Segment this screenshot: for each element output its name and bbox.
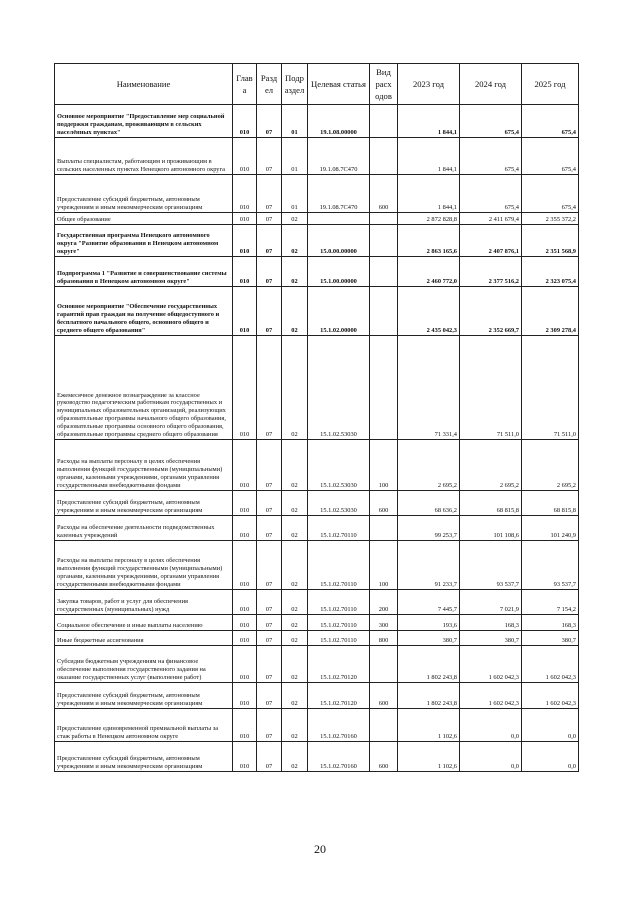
cell-y2023: 380,7 — [398, 631, 460, 646]
cell-y2025: 2 351 568,9 — [522, 225, 579, 257]
cell-y2023: 1 844,1 — [398, 105, 460, 138]
cell-podrazdel: 02 — [282, 541, 308, 590]
cell-vid — [370, 516, 398, 541]
cell-podrazdel: 02 — [282, 683, 308, 709]
cell-podrazdel: 02 — [282, 225, 308, 257]
cell-razdel: 07 — [257, 683, 282, 709]
cell-target: 15.1.02.70110 — [308, 615, 370, 631]
cell-podrazdel: 02 — [282, 257, 308, 287]
cell-target: 15.1.02.70120 — [308, 683, 370, 709]
cell-glava: 010 — [233, 491, 257, 516]
cell-glava: 010 — [233, 213, 257, 225]
cell-name: Предоставление субсидий бюджетным, автономным учреждениям и иным некоммерческим организациям — [55, 742, 233, 772]
cell-glava: 010 — [233, 742, 257, 772]
cell-name: Общее образование — [55, 213, 233, 225]
cell-target: 15.1.02.53030 — [308, 440, 370, 491]
cell-y2024: 0,0 — [460, 709, 522, 742]
cell-y2025: 93 537,7 — [522, 541, 579, 590]
cell-razdel: 07 — [257, 213, 282, 225]
cell-podrazdel: 02 — [282, 287, 308, 336]
cell-y2024: 380,7 — [460, 631, 522, 646]
cell-name: Подпрограмма 1 "Развитие и совершенствование системы образования в Ненецком автономном округе" — [55, 257, 233, 287]
cell-vid — [370, 105, 398, 138]
cell-y2025: 675,4 — [522, 105, 579, 138]
cell-y2025: 1 602 042,3 — [522, 646, 579, 683]
cell-vid: 600 — [370, 742, 398, 772]
cell-y2024: 7 021,9 — [460, 590, 522, 615]
table-row — [55, 615, 579, 631]
header-name: Наименование — [55, 64, 233, 105]
table-row — [55, 631, 579, 646]
cell-razdel: 07 — [257, 541, 282, 590]
cell-vid — [370, 213, 398, 225]
cell-y2024: 2 377 516,2 — [460, 257, 522, 287]
cell-glava: 010 — [233, 138, 257, 175]
cell-podrazdel: 02 — [282, 516, 308, 541]
cell-y2024: 675,4 — [460, 138, 522, 175]
cell-glava: 010 — [233, 709, 257, 742]
cell-y2024: 168,3 — [460, 615, 522, 631]
cell-podrazdel: 02 — [282, 440, 308, 491]
cell-target: 15.1.02.70110 — [308, 516, 370, 541]
cell-y2024: 2 411 679,4 — [460, 213, 522, 225]
cell-y2023: 2 435 042,3 — [398, 287, 460, 336]
cell-target: 19.1.08.7С470 — [308, 138, 370, 175]
table-row — [55, 213, 579, 225]
cell-podrazdel: 02 — [282, 646, 308, 683]
cell-y2024: 1 602 042,3 — [460, 646, 522, 683]
cell-target: 15.1.02.53030 — [308, 336, 370, 440]
cell-vid: 800 — [370, 631, 398, 646]
cell-y2025: 675,4 — [522, 175, 579, 213]
cell-podrazdel: 02 — [282, 615, 308, 631]
cell-razdel: 07 — [257, 742, 282, 772]
cell-y2023: 7 445,7 — [398, 590, 460, 615]
table-row — [55, 742, 579, 772]
cell-glava: 010 — [233, 590, 257, 615]
cell-y2025: 0,0 — [522, 742, 579, 772]
cell-glava: 010 — [233, 646, 257, 683]
cell-podrazdel: 02 — [282, 590, 308, 615]
cell-razdel: 07 — [257, 631, 282, 646]
cell-name: Предоставление субсидий бюджетным, автономным учреждениям и иным некоммерческим организациям — [55, 683, 233, 709]
cell-y2023: 1 802 243,8 — [398, 683, 460, 709]
cell-name: Выплаты специалистам, работающим и проживающим в сельских населенных пунктах Ненецкого автономного округа — [55, 138, 233, 175]
table-row — [55, 225, 579, 257]
cell-y2023: 2 460 772,0 — [398, 257, 460, 287]
cell-vid: 100 — [370, 541, 398, 590]
cell-vid — [370, 257, 398, 287]
cell-y2025: 71 511,0 — [522, 336, 579, 440]
cell-y2025: 2 323 075,4 — [522, 257, 579, 287]
cell-y2023: 71 331,4 — [398, 336, 460, 440]
cell-vid: 600 — [370, 491, 398, 516]
cell-vid — [370, 287, 398, 336]
table-row — [55, 257, 579, 287]
cell-y2025: 101 240,9 — [522, 516, 579, 541]
cell-razdel: 07 — [257, 257, 282, 287]
cell-target: 15.1.02.53030 — [308, 491, 370, 516]
cell-razdel: 07 — [257, 175, 282, 213]
cell-razdel: 07 — [257, 105, 282, 138]
cell-vid: 600 — [370, 175, 398, 213]
cell-vid — [370, 336, 398, 440]
cell-glava: 010 — [233, 516, 257, 541]
cell-target: 15.1.02.70110 — [308, 631, 370, 646]
cell-y2023: 2 695,2 — [398, 440, 460, 491]
cell-y2023: 1 102,6 — [398, 709, 460, 742]
header-razdel: Разд ел — [257, 64, 282, 105]
cell-glava: 010 — [233, 105, 257, 138]
cell-y2024: 675,4 — [460, 175, 522, 213]
table-row — [55, 105, 579, 138]
cell-target: 15.1.02.70110 — [308, 590, 370, 615]
table-row — [55, 336, 579, 440]
cell-vid — [370, 138, 398, 175]
cell-podrazdel: 01 — [282, 138, 308, 175]
table-row — [55, 590, 579, 615]
cell-y2024: 675,4 — [460, 105, 522, 138]
cell-razdel: 07 — [257, 646, 282, 683]
cell-name: Субсидии бюджетным учреждениям на финансовое обеспечение выполнения государственного задания на оказание государственных услуг (выполнение работ) — [55, 646, 233, 683]
cell-vid: 600 — [370, 683, 398, 709]
cell-razdel: 07 — [257, 287, 282, 336]
cell-razdel: 07 — [257, 138, 282, 175]
cell-y2024: 93 537,7 — [460, 541, 522, 590]
table-row — [55, 516, 579, 541]
cell-glava: 010 — [233, 336, 257, 440]
cell-razdel: 07 — [257, 516, 282, 541]
cell-razdel: 07 — [257, 336, 282, 440]
cell-y2025: 68 815,8 — [522, 491, 579, 516]
table-row — [55, 138, 579, 175]
budget-table — [54, 63, 579, 772]
cell-razdel: 07 — [257, 225, 282, 257]
cell-y2023: 1 102,6 — [398, 742, 460, 772]
cell-target: 15.1.02.70120 — [308, 646, 370, 683]
cell-y2023: 1 802 243,8 — [398, 646, 460, 683]
cell-y2025: 2 309 278,4 — [522, 287, 579, 336]
cell-y2023: 91 233,7 — [398, 541, 460, 590]
cell-glava: 010 — [233, 631, 257, 646]
cell-glava: 010 — [233, 683, 257, 709]
cell-podrazdel: 01 — [282, 105, 308, 138]
cell-name: Расходы на выплаты персоналу в целях обеспечения выполнения функций государственными (муниципальными) органами, казенными учреждениями, органами управления государственными внебюджетными фондами — [55, 440, 233, 491]
cell-glava: 010 — [233, 257, 257, 287]
cell-name: Иные бюджетные ассигнования — [55, 631, 233, 646]
cell-podrazdel: 02 — [282, 709, 308, 742]
cell-y2023: 1 844,1 — [398, 175, 460, 213]
header-glava: Глав а — [233, 64, 257, 105]
cell-y2025: 2 355 372,2 — [522, 213, 579, 225]
cell-name: Предоставление субсидий бюджетным, автономным учреждениям и иным некоммерческим организациям — [55, 491, 233, 516]
cell-glava: 010 — [233, 225, 257, 257]
cell-razdel: 07 — [257, 709, 282, 742]
cell-razdel: 07 — [257, 590, 282, 615]
cell-y2023: 2 863 165,6 — [398, 225, 460, 257]
table-row — [55, 541, 579, 590]
cell-vid — [370, 646, 398, 683]
cell-name: Социальное обеспечение и иные выплаты населению — [55, 615, 233, 631]
header-2025: 2025 год — [522, 64, 579, 105]
table-row — [55, 175, 579, 213]
cell-y2024: 2 407 876,1 — [460, 225, 522, 257]
cell-y2025: 380,7 — [522, 631, 579, 646]
cell-vid: 300 — [370, 615, 398, 631]
cell-y2024: 2 352 669,7 — [460, 287, 522, 336]
cell-podrazdel: 02 — [282, 213, 308, 225]
cell-podrazdel: 02 — [282, 742, 308, 772]
cell-target: 15.1.02.70160 — [308, 742, 370, 772]
cell-podrazdel: 02 — [282, 631, 308, 646]
cell-name: Государственная программа Ненецкого автономного округа "Развитие образования в Ненецком автономном округе" — [55, 225, 233, 257]
cell-razdel: 07 — [257, 440, 282, 491]
cell-target: 19.1.08.7С470 — [308, 175, 370, 213]
cell-y2023: 2 872 828,8 — [398, 213, 460, 225]
cell-target: 19.1.08.00000 — [308, 105, 370, 138]
header-podrazdel: Подр аздел — [282, 64, 308, 105]
header-vid: Вид расх одов — [370, 64, 398, 105]
cell-y2025: 2 695,2 — [522, 440, 579, 491]
cell-podrazdel: 02 — [282, 491, 308, 516]
cell-target — [308, 213, 370, 225]
cell-y2025: 0,0 — [522, 709, 579, 742]
cell-glava: 010 — [233, 615, 257, 631]
cell-target: 15.1.02.70110 — [308, 541, 370, 590]
cell-y2023: 1 844,1 — [398, 138, 460, 175]
table-row — [55, 491, 579, 516]
cell-podrazdel: 01 — [282, 175, 308, 213]
cell-target: 15.1.02.70160 — [308, 709, 370, 742]
cell-y2025: 7 154,2 — [522, 590, 579, 615]
cell-glava: 010 — [233, 541, 257, 590]
header-target: Целевая статья — [308, 64, 370, 105]
cell-y2024: 101 108,6 — [460, 516, 522, 541]
cell-podrazdel: 02 — [282, 336, 308, 440]
cell-razdel: 07 — [257, 615, 282, 631]
cell-name: Ежемесячное денежное вознаграждение за классное руководство педагогическим работникам государственных и муниципальных образовательных организаций, реализующих образовательные программы начального общего образования, образовательные программы основного общего образования, образовательные программы среднего общего образования — [55, 336, 233, 440]
cell-name: Расходы на выплаты персоналу в целях обеспечения выполнения функций государственными (муниципальными) органами, казенными учреждениями, органами управления государственными внебюджетными фондами — [55, 541, 233, 590]
cell-target: 15.0.00.00000 — [308, 225, 370, 257]
cell-glava: 010 — [233, 175, 257, 213]
cell-name: Основное мероприятие "Обеспечение государственных гарантий прав граждан на получение общедоступного и бесплатного начального общего, основного общего и среднего общего образования" — [55, 287, 233, 336]
cell-y2023: 193,6 — [398, 615, 460, 631]
cell-y2023: 68 636,2 — [398, 491, 460, 516]
cell-vid — [370, 225, 398, 257]
cell-name: Предоставление субсидий бюджетным, автономным учреждениям и иным некоммерческим организациям — [55, 175, 233, 213]
cell-target: 15.1.00.00000 — [308, 257, 370, 287]
cell-y2023: 99 253,7 — [398, 516, 460, 541]
cell-y2024: 2 695,2 — [460, 440, 522, 491]
cell-name: Расходы на обеспечение деятельности подведомственных казенных учреждений — [55, 516, 233, 541]
cell-y2025: 675,4 — [522, 138, 579, 175]
cell-target: 15.1.02.00000 — [308, 287, 370, 336]
cell-glava: 010 — [233, 287, 257, 336]
cell-razdel: 07 — [257, 491, 282, 516]
header-2024: 2024 год — [460, 64, 522, 105]
table-row — [55, 440, 579, 491]
table-row — [55, 709, 579, 742]
cell-vid: 200 — [370, 590, 398, 615]
header-2023: 2023 год — [398, 64, 460, 105]
table-row — [55, 646, 579, 683]
cell-y2024: 71 511,0 — [460, 336, 522, 440]
cell-name: Предоставление единовременной премиальной выплаты за стаж работы в Ненецком автономном округе — [55, 709, 233, 742]
table-row — [55, 683, 579, 709]
page-number: 20 — [314, 842, 326, 856]
table-header-row — [55, 64, 579, 105]
cell-y2024: 68 815,8 — [460, 491, 522, 516]
cell-name: Закупка товаров, работ и услуг для обеспечения государственных (муниципальных) нужд — [55, 590, 233, 615]
cell-vid: 100 — [370, 440, 398, 491]
cell-y2024: 0,0 — [460, 742, 522, 772]
cell-y2025: 1 602 042,3 — [522, 683, 579, 709]
cell-y2025: 168,3 — [522, 615, 579, 631]
cell-name: Основное мероприятие "Предоставление мер социальной поддержки гражданам, проживающим в сельских населённых пунктах" — [55, 105, 233, 138]
table-row — [55, 287, 579, 336]
cell-y2024: 1 602 042,3 — [460, 683, 522, 709]
cell-glava: 010 — [233, 440, 257, 491]
cell-vid — [370, 709, 398, 742]
